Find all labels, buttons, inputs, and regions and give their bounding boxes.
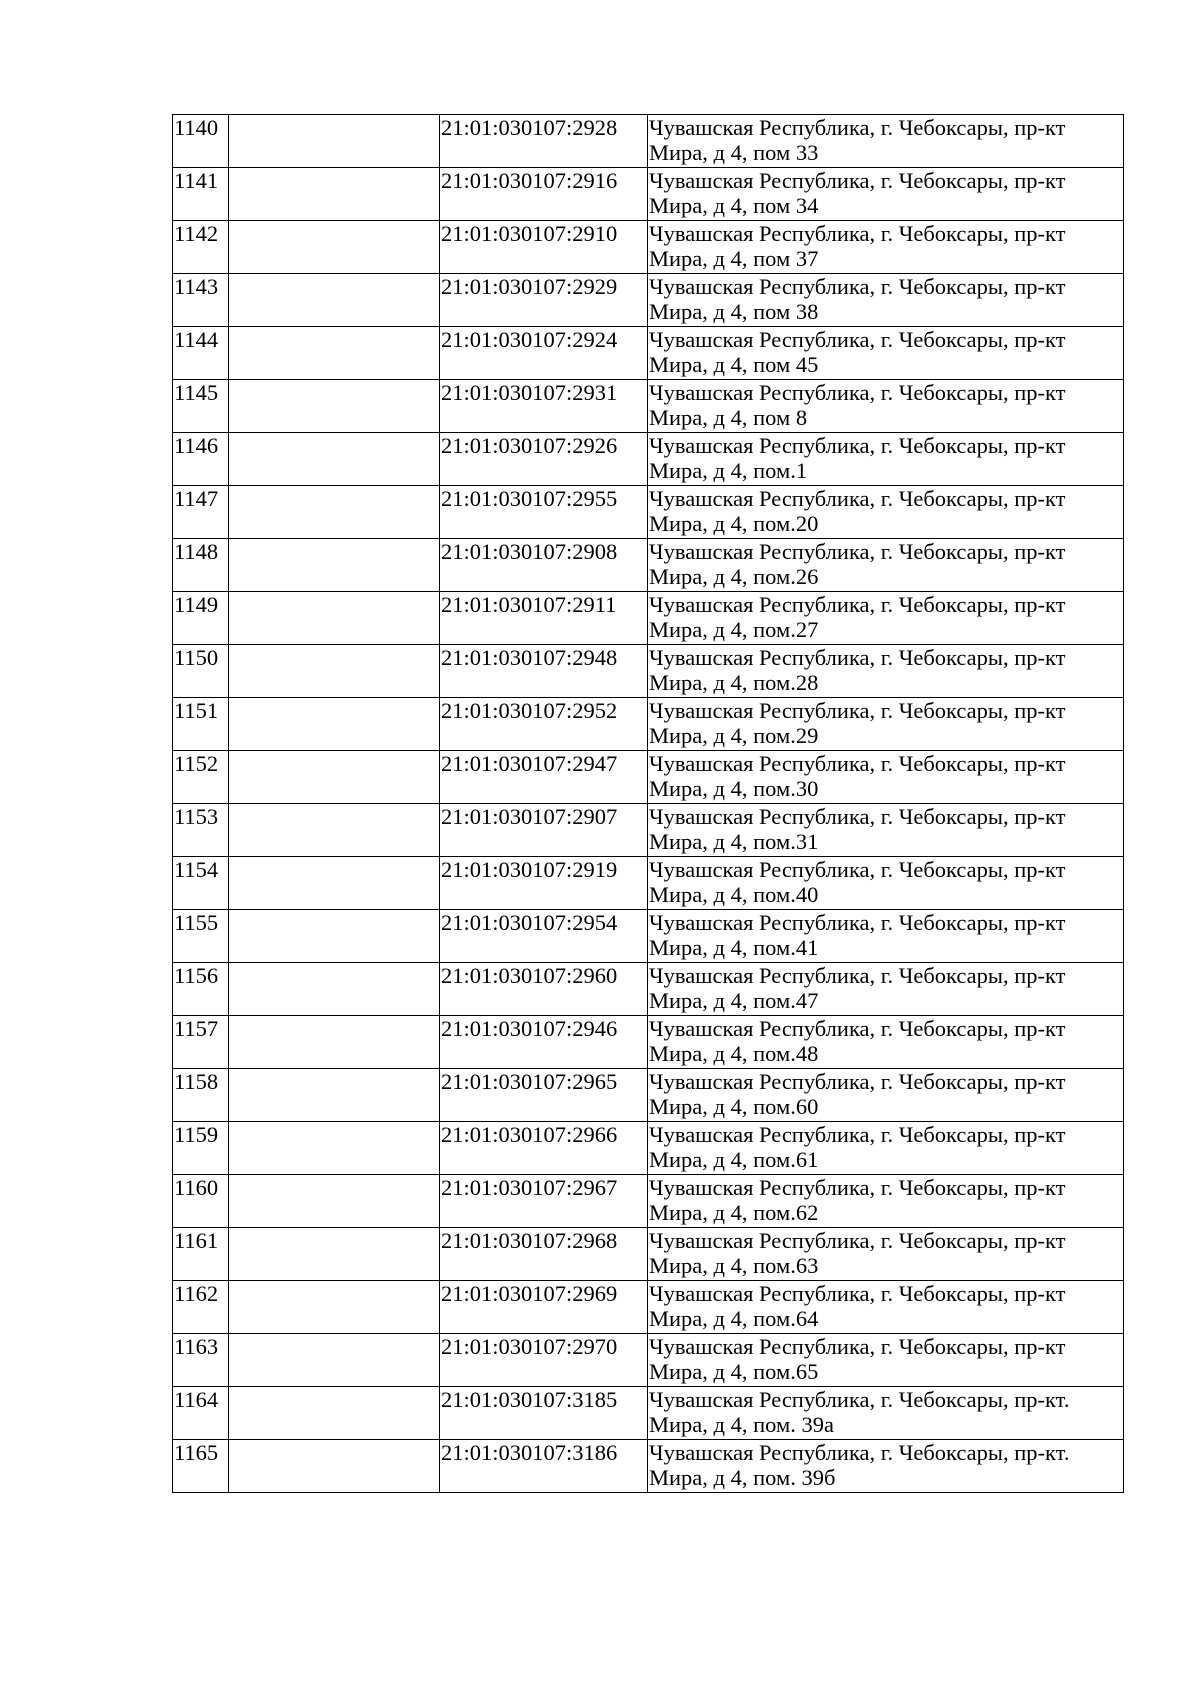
table-row bbox=[173, 857, 1124, 910]
empty-cell bbox=[229, 804, 440, 857]
address-line-2: Мира, д 4, пом.26 bbox=[649, 564, 819, 589]
address-line-2: Мира, д 4, пом.20 bbox=[649, 511, 819, 536]
cadastral-number-cell: 21:01:030107:2968 bbox=[440, 1228, 648, 1281]
table-row bbox=[173, 1440, 1124, 1493]
empty-cell bbox=[229, 168, 440, 221]
cadastral-number-cell: 21:01:030107:2967 bbox=[440, 1175, 648, 1228]
row-number-cell: 1162 bbox=[173, 1281, 229, 1334]
address-line-1: Чувашская Республика, г. Чебоксары, пр-кт bbox=[649, 1175, 1066, 1200]
table-row bbox=[173, 1281, 1124, 1334]
address-cell bbox=[648, 910, 1124, 963]
address-line-2: Мира, д 4, пом.60 bbox=[649, 1094, 819, 1119]
table-row bbox=[173, 1069, 1124, 1122]
address-line-1: Чувашская Республика, г. Чебоксары, пр-кт bbox=[649, 327, 1066, 352]
row-number-cell: 1150 bbox=[173, 645, 229, 698]
empty-cell bbox=[229, 751, 440, 804]
empty-cell bbox=[229, 539, 440, 592]
address-cell bbox=[648, 168, 1124, 221]
table-row bbox=[173, 698, 1124, 751]
empty-cell bbox=[229, 486, 440, 539]
address-line-2: Мира, д 4, пом.1 bbox=[649, 458, 808, 483]
address-line-1: Чувашская Республика, г. Чебоксары, пр-кт bbox=[649, 592, 1066, 617]
address-cell bbox=[648, 380, 1124, 433]
address-cell bbox=[648, 274, 1124, 327]
row-number-cell: 1148 bbox=[173, 539, 229, 592]
empty-cell bbox=[229, 1334, 440, 1387]
address-line-2: Мира, д 4, пом.28 bbox=[649, 670, 819, 695]
table-row bbox=[173, 751, 1124, 804]
empty-cell bbox=[229, 1387, 440, 1440]
address-line-1: Чувашская Республика, г. Чебоксары, пр-кт bbox=[649, 1334, 1066, 1359]
cadastral-number-cell: 21:01:030107:2946 bbox=[440, 1016, 648, 1069]
address-line-1: Чувашская Республика, г. Чебоксары, пр-кт. bbox=[649, 1387, 1070, 1412]
cadastral-number-cell: 21:01:030107:2969 bbox=[440, 1281, 648, 1334]
cadastral-number-cell: 21:01:030107:2916 bbox=[440, 168, 648, 221]
empty-cell bbox=[229, 274, 440, 327]
row-number-cell: 1149 bbox=[173, 592, 229, 645]
row-number-cell: 1159 bbox=[173, 1122, 229, 1175]
address-cell bbox=[648, 963, 1124, 1016]
row-number-cell: 1154 bbox=[173, 857, 229, 910]
address-line-1: Чувашская Республика, г. Чебоксары, пр-кт bbox=[649, 645, 1066, 670]
cadastral-number-cell: 21:01:030107:2954 bbox=[440, 910, 648, 963]
address-line-2: Мира, д 4, пом.65 bbox=[649, 1359, 819, 1384]
row-number-cell: 1158 bbox=[173, 1069, 229, 1122]
row-number-cell: 1147 bbox=[173, 486, 229, 539]
address-line-2: Мира, д 4, пом.29 bbox=[649, 723, 819, 748]
address-line-2: Мира, д 4, пом.30 bbox=[649, 776, 819, 801]
address-line-1: Чувашская Республика, г. Чебоксары, пр-кт bbox=[649, 1069, 1066, 1094]
table-row bbox=[173, 380, 1124, 433]
table-row bbox=[173, 221, 1124, 274]
address-cell bbox=[648, 698, 1124, 751]
cadastral-number-cell: 21:01:030107:2926 bbox=[440, 433, 648, 486]
table-row bbox=[173, 804, 1124, 857]
empty-cell bbox=[229, 592, 440, 645]
row-number-cell: 1141 bbox=[173, 168, 229, 221]
cadastral-number-cell: 21:01:030107:2928 bbox=[440, 115, 648, 168]
table-row bbox=[173, 539, 1124, 592]
address-line-2: Мира, д 4, пом.64 bbox=[649, 1306, 819, 1331]
row-number-cell: 1160 bbox=[173, 1175, 229, 1228]
empty-cell bbox=[229, 1016, 440, 1069]
empty-cell bbox=[229, 221, 440, 274]
empty-cell bbox=[229, 1175, 440, 1228]
empty-cell bbox=[229, 857, 440, 910]
cadastral-number-cell: 21:01:030107:2910 bbox=[440, 221, 648, 274]
cadastral-number-cell: 21:01:030107:2908 bbox=[440, 539, 648, 592]
row-number-cell: 1164 bbox=[173, 1387, 229, 1440]
cadastral-number-cell: 21:01:030107:2911 bbox=[440, 592, 648, 645]
row-number-cell: 1153 bbox=[173, 804, 229, 857]
cadastral-number-cell: 21:01:030107:3185 bbox=[440, 1387, 648, 1440]
cadastral-number-cell: 21:01:030107:3186 bbox=[440, 1440, 648, 1493]
row-number-cell: 1157 bbox=[173, 1016, 229, 1069]
row-number-cell: 1152 bbox=[173, 751, 229, 804]
empty-cell bbox=[229, 1440, 440, 1493]
table-row bbox=[173, 1016, 1124, 1069]
address-line-2: Мира, д 4, пом 37 bbox=[649, 246, 819, 271]
address-line-2: Мира, д 4, пом.61 bbox=[649, 1147, 819, 1172]
address-line-1: Чувашская Республика, г. Чебоксары, пр-кт bbox=[649, 698, 1066, 723]
address-line-1: Чувашская Республика, г. Чебоксары, пр-кт bbox=[649, 804, 1066, 829]
row-number-cell: 1155 bbox=[173, 910, 229, 963]
cadastral-number-cell: 21:01:030107:2948 bbox=[440, 645, 648, 698]
address-line-2: Мира, д 4, пом.27 bbox=[649, 617, 819, 642]
table-row bbox=[173, 168, 1124, 221]
address-line-2: Мира, д 4, пом.47 bbox=[649, 988, 819, 1013]
address-line-2: Мира, д 4, пом 33 bbox=[649, 140, 819, 165]
cadastral-number-cell: 21:01:030107:2970 bbox=[440, 1334, 648, 1387]
empty-cell bbox=[229, 963, 440, 1016]
table-row bbox=[173, 327, 1124, 380]
address-cell bbox=[648, 804, 1124, 857]
address-cell bbox=[648, 1175, 1124, 1228]
address-line-2: Мира, д 4, пом.40 bbox=[649, 882, 819, 907]
address-cell bbox=[648, 645, 1124, 698]
address-line-1: Чувашская Республика, г. Чебоксары, пр-кт bbox=[649, 168, 1066, 193]
row-number-cell: 1151 bbox=[173, 698, 229, 751]
row-number-cell: 1163 bbox=[173, 1334, 229, 1387]
row-number-cell: 1143 bbox=[173, 274, 229, 327]
cadastral-number-cell: 21:01:030107:2960 bbox=[440, 963, 648, 1016]
cadastral-number-cell: 21:01:030107:2947 bbox=[440, 751, 648, 804]
address-cell bbox=[648, 539, 1124, 592]
address-cell bbox=[648, 1334, 1124, 1387]
address-line-1: Чувашская Республика, г. Чебоксары, пр-кт. bbox=[649, 1440, 1070, 1465]
empty-cell bbox=[229, 1281, 440, 1334]
row-number-cell: 1142 bbox=[173, 221, 229, 274]
address-line-1: Чувашская Республика, г. Чебоксары, пр-кт bbox=[649, 751, 1066, 776]
address-cell bbox=[648, 751, 1124, 804]
address-line-2: Мира, д 4, пом.63 bbox=[649, 1253, 819, 1278]
table-row bbox=[173, 910, 1124, 963]
empty-cell bbox=[229, 1122, 440, 1175]
address-line-1: Чувашская Республика, г. Чебоксары, пр-кт bbox=[649, 963, 1066, 988]
address-line-1: Чувашская Республика, г. Чебоксары, пр-кт bbox=[649, 1228, 1066, 1253]
row-number-cell: 1144 bbox=[173, 327, 229, 380]
cadastral-number-cell: 21:01:030107:2931 bbox=[440, 380, 648, 433]
empty-cell bbox=[229, 327, 440, 380]
address-line-2: Мира, д 4, пом 8 bbox=[649, 405, 808, 430]
address-line-1: Чувашская Республика, г. Чебоксары, пр-кт bbox=[649, 857, 1066, 882]
address-cell bbox=[648, 857, 1124, 910]
address-line-1: Чувашская Республика, г. Чебоксары, пр-кт bbox=[649, 539, 1066, 564]
row-number-cell: 1161 bbox=[173, 1228, 229, 1281]
address-line-1: Чувашская Республика, г. Чебоксары, пр-кт bbox=[649, 433, 1066, 458]
table-row bbox=[173, 486, 1124, 539]
table-row bbox=[173, 115, 1124, 168]
address-cell bbox=[648, 433, 1124, 486]
empty-cell bbox=[229, 1228, 440, 1281]
empty-cell bbox=[229, 1069, 440, 1122]
address-cell bbox=[648, 1387, 1124, 1440]
row-number-cell: 1140 bbox=[173, 115, 229, 168]
row-number-cell: 1145 bbox=[173, 380, 229, 433]
address-line-1: Чувашская Республика, г. Чебоксары, пр-кт bbox=[649, 1016, 1066, 1041]
address-cell bbox=[648, 486, 1124, 539]
row-number-cell: 1146 bbox=[173, 433, 229, 486]
table-row bbox=[173, 963, 1124, 1016]
address-cell bbox=[648, 1016, 1124, 1069]
row-number-cell: 1156 bbox=[173, 963, 229, 1016]
address-line-2: Мира, д 4, пом.41 bbox=[649, 935, 819, 960]
empty-cell bbox=[229, 910, 440, 963]
address-line-1: Чувашская Республика, г. Чебоксары, пр-кт bbox=[649, 115, 1066, 140]
table-row bbox=[173, 645, 1124, 698]
empty-cell bbox=[229, 115, 440, 168]
address-cell bbox=[648, 1281, 1124, 1334]
address-line-2: Мира, д 4, пом 34 bbox=[649, 193, 819, 218]
cadastral-number-cell: 21:01:030107:2929 bbox=[440, 274, 648, 327]
empty-cell bbox=[229, 645, 440, 698]
table-row bbox=[173, 1387, 1124, 1440]
registry-table-body bbox=[173, 115, 1124, 1493]
cadastral-number-cell: 21:01:030107:2919 bbox=[440, 857, 648, 910]
cadastral-number-cell: 21:01:030107:2965 bbox=[440, 1069, 648, 1122]
table-row bbox=[173, 1175, 1124, 1228]
table-row bbox=[173, 433, 1124, 486]
address-line-1: Чувашская Республика, г. Чебоксары, пр-кт bbox=[649, 380, 1066, 405]
address-line-1: Чувашская Республика, г. Чебоксары, пр-кт bbox=[649, 1281, 1066, 1306]
address-line-1: Чувашская Республика, г. Чебоксары, пр-кт bbox=[649, 486, 1066, 511]
address-cell bbox=[648, 592, 1124, 645]
table-row bbox=[173, 1122, 1124, 1175]
empty-cell bbox=[229, 698, 440, 751]
address-cell bbox=[648, 115, 1124, 168]
address-line-2: Мира, д 4, пом. 39а bbox=[649, 1412, 834, 1437]
address-cell bbox=[648, 327, 1124, 380]
address-line-2: Мира, д 4, пом.48 bbox=[649, 1041, 819, 1066]
address-cell bbox=[648, 1122, 1124, 1175]
table-row bbox=[173, 1228, 1124, 1281]
table-row bbox=[173, 1334, 1124, 1387]
property-registry-table bbox=[172, 114, 1124, 1493]
address-line-1: Чувашская Республика, г. Чебоксары, пр-кт bbox=[649, 274, 1066, 299]
table-row bbox=[173, 592, 1124, 645]
address-line-1: Чувашская Республика, г. Чебоксары, пр-кт bbox=[649, 1122, 1066, 1147]
empty-cell bbox=[229, 380, 440, 433]
address-line-2: Мира, д 4, пом. 39б bbox=[649, 1465, 836, 1490]
address-cell bbox=[648, 1440, 1124, 1493]
address-cell bbox=[648, 221, 1124, 274]
table-row bbox=[173, 274, 1124, 327]
cadastral-number-cell: 21:01:030107:2924 bbox=[440, 327, 648, 380]
address-cell bbox=[648, 1228, 1124, 1281]
address-line-2: Мира, д 4, пом 45 bbox=[649, 352, 819, 377]
cadastral-number-cell: 21:01:030107:2955 bbox=[440, 486, 648, 539]
address-line-1: Чувашская Республика, г. Чебоксары, пр-кт bbox=[649, 221, 1066, 246]
cadastral-number-cell: 21:01:030107:2966 bbox=[440, 1122, 648, 1175]
empty-cell bbox=[229, 433, 440, 486]
row-number-cell: 1165 bbox=[173, 1440, 229, 1493]
cadastral-number-cell: 21:01:030107:2907 bbox=[440, 804, 648, 857]
address-line-1: Чувашская Республика, г. Чебоксары, пр-кт bbox=[649, 910, 1066, 935]
address-line-2: Мира, д 4, пом 38 bbox=[649, 299, 819, 324]
address-line-2: Мира, д 4, пом.31 bbox=[649, 829, 819, 854]
address-cell bbox=[648, 1069, 1124, 1122]
cadastral-number-cell: 21:01:030107:2952 bbox=[440, 698, 648, 751]
address-line-2: Мира, д 4, пом.62 bbox=[649, 1200, 819, 1225]
